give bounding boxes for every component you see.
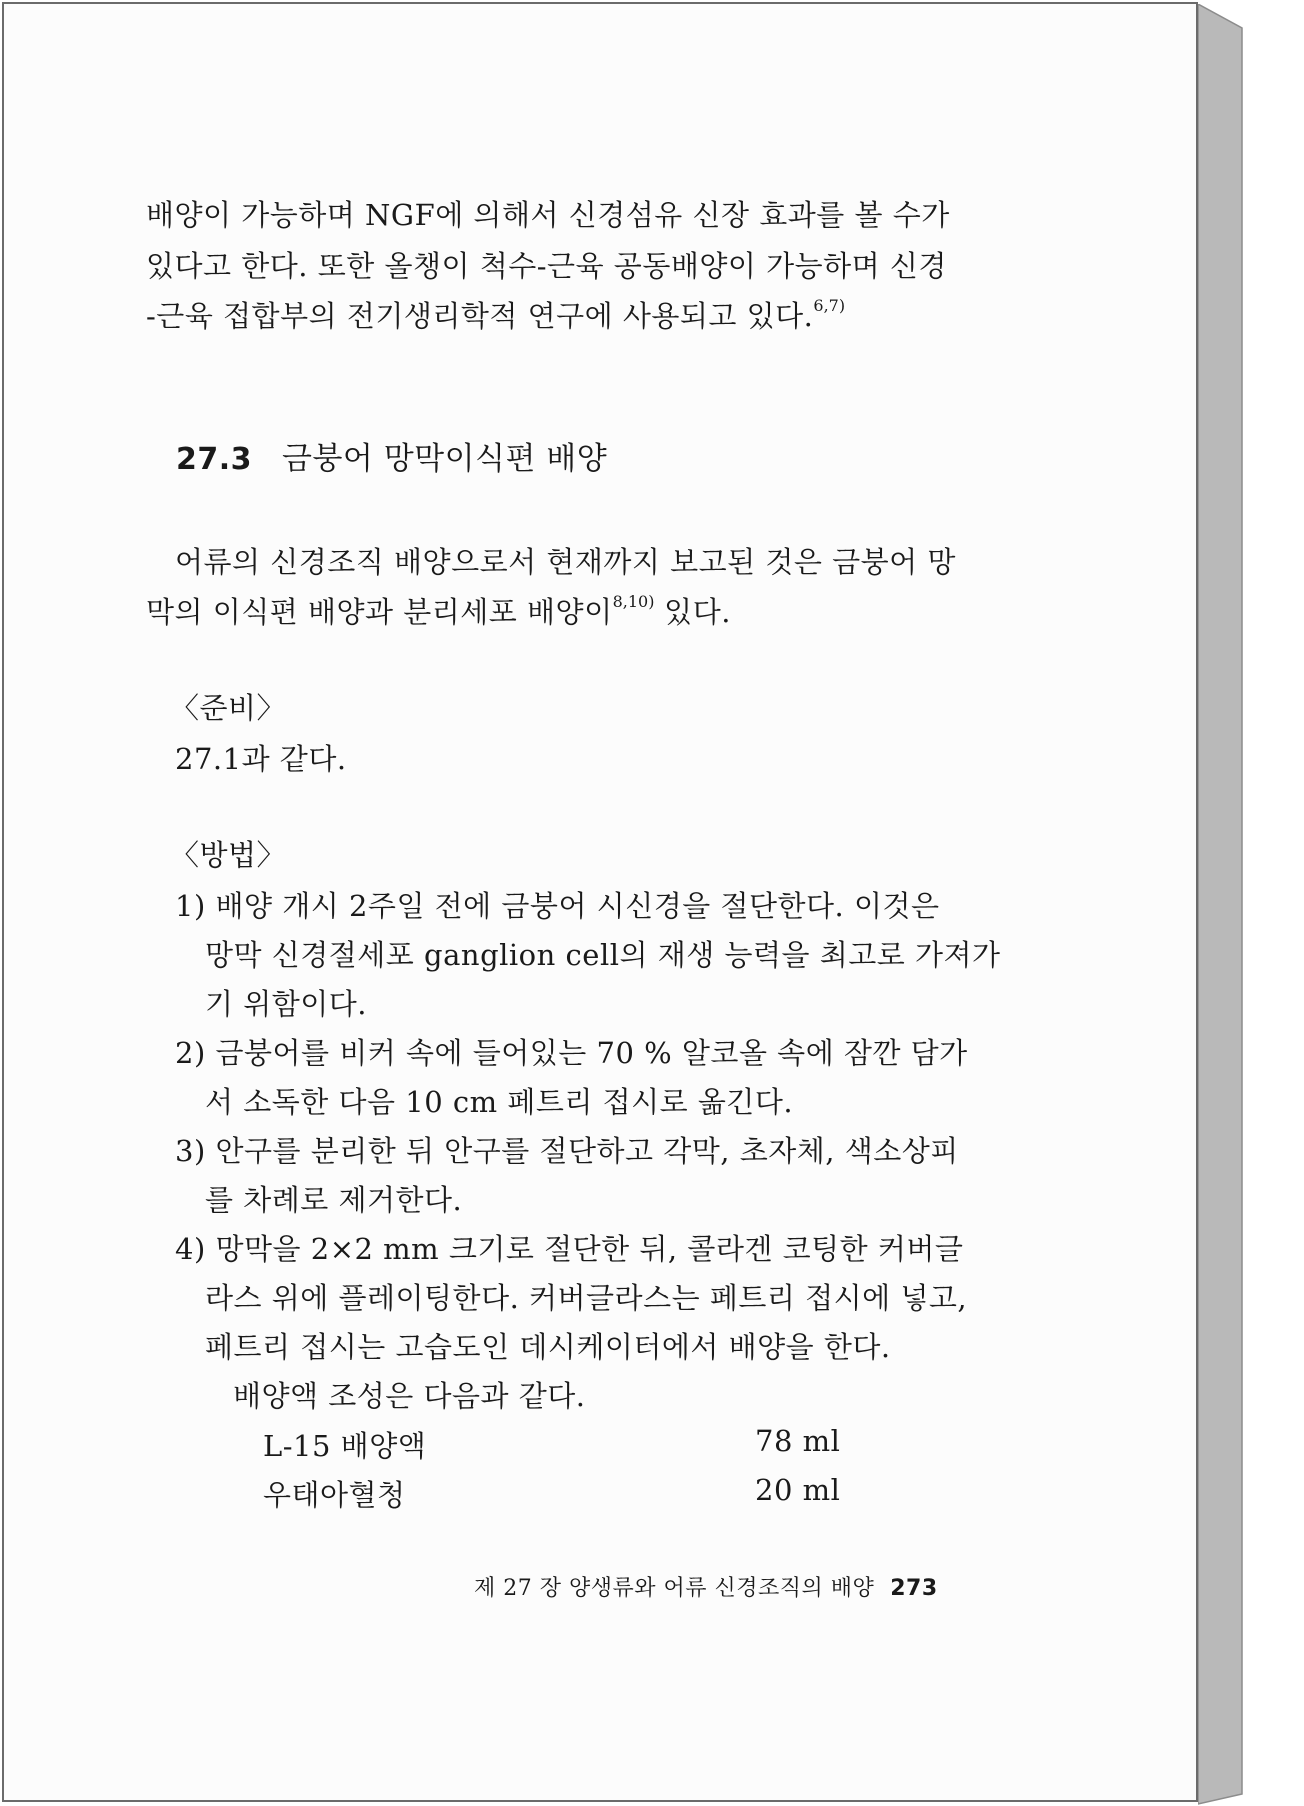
section-heading [176, 433, 607, 478]
intro-line-3-text: -근육 접합부의 전기생리학적 연구에 사용되고 있다. [146, 299, 814, 333]
step1-line-1: 1) 배양 개시 2주일 전에 금붕어 시신경을 절단한다. 이것은 [175, 889, 940, 923]
medium-name: L-15 배양액 [263, 1429, 427, 1463]
chapter-title: 제 27 장 양생류와 어류 신경조직의 배양 [474, 1576, 875, 1601]
step4-line-2: 라스 위에 플레이팅한다. 커버글라스는 페트리 접시에 넣고, [205, 1281, 968, 1315]
para-line-2-end: 있다. [654, 595, 731, 629]
intro-line-2: 있다고 한다. 또한 올챙이 척수-근육 공동배양이 가능하며 신경 [146, 249, 947, 283]
step4-line-3: 페트리 접시는 고습도인 데시케이터에서 배양을 한다. [205, 1330, 891, 1364]
prep-heading: 〈준비〉 [170, 691, 287, 725]
medium-amount: 78 ml [755, 1424, 841, 1458]
method-heading: 〈방법〉 [170, 838, 287, 872]
section-title: 금붕어 망막이식편 배양 [282, 441, 608, 477]
reference-marker: 8,10) [612, 592, 655, 612]
step2-line-1: 2) 금붕어를 비커 속에 들어있는 70 % 알코올 속에 잠깐 담가 [175, 1036, 968, 1070]
page-number: 273 [890, 1576, 938, 1601]
medium-amount: 20 ml [755, 1473, 841, 1507]
step4-line-1: 4) 망막을 2×2 mm 크기로 절단한 뒤, 콜라겐 코팅한 커버글 [175, 1232, 964, 1266]
para-line-1: 어류의 신경조직 배양으로서 현재까지 보고된 것은 금붕어 망 [175, 545, 956, 579]
reference-marker: 6,7) [813, 296, 846, 316]
intro-line-3 [146, 294, 845, 335]
step1-line-3: 기 위함이다. [205, 987, 368, 1021]
intro-line-1: 배양이 가능하며 NGF에 의해서 신경섬유 신장 효과를 볼 수가 [146, 198, 950, 232]
prep-text: 27.1과 같다. [175, 742, 347, 776]
running-footer [474, 1571, 938, 1602]
step2-line-2: 서 소독한 다음 10 cm 페트리 접시로 옮긴다. [205, 1085, 794, 1119]
section-number: 27.3 [176, 442, 253, 477]
step3-line-2: 를 차례로 제거한다. [205, 1183, 463, 1217]
para-line-2 [146, 590, 731, 631]
step1-line-2: 망막 신경절세포 ganglion cell의 재생 능력을 최고로 가져가 [205, 938, 1001, 972]
para-line-2-text: 막의 이식편 배양과 분리세포 배양이 [146, 595, 613, 629]
medium-intro: 배양액 조성은 다음과 같다. [233, 1379, 586, 1413]
medium-name: 우태아혈청 [263, 1478, 406, 1512]
step3-line-1: 3) 안구를 분리한 뒤 안구를 절단하고 각막, 초자체, 색소상피 [175, 1134, 959, 1168]
